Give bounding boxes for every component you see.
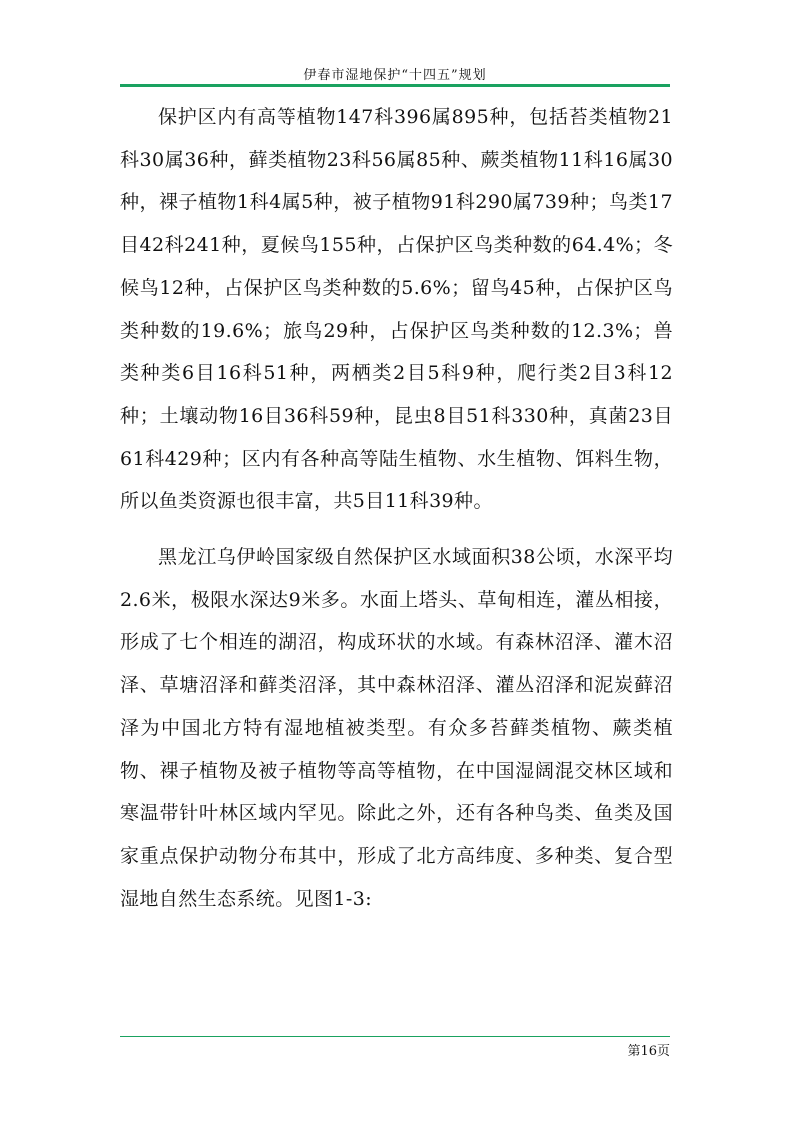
header-divider bbox=[120, 84, 670, 87]
running-header-title: 伊春市湿地保护“十四五”规划 bbox=[303, 68, 487, 83]
footer-divider bbox=[120, 1036, 670, 1037]
document-body bbox=[120, 96, 673, 920]
page-number: 第16页 bbox=[627, 1044, 670, 1059]
paragraph-water-area: 黑龙江乌伊岭国家级自然保护区水域面积38公顷，水深平均2.6米，极限水深达9米多。水面上塔头、草甸相连，灌丛相接，形成了七个相连的湖沼，构成环状的水域。有森林沼泽、灌木沼泽、草塘沼泽和藓类沼泽，其中森林沼泽、灌丛沼泽和泥炭藓沼泽为中国北方特有湿地植被类型。有众多苔藓类植物、蕨类植物、裸子植物及被子植物等高等植物，在中国湿阔混交林区域和寒温带针叶林区域内罕见。除此之外，还有各种鸟类、鱼类及国家重点保护动物分布其中，形成了北方高纬度、多种类、复合型湿地自然生态系统。见图1-3: bbox=[120, 546, 673, 910]
paragraph-species-inventory: 保护区内有高等植物147科396属895种，包括苔类植物21科30属36种，藓类植物23科56属85种、蕨类植物11科16属30种，裸子植物1科4属5种，被子植物91科290属739种；鸟类17目42科241种，夏候鸟155种，占保护区鸟类种数的64.4%；冬候鸟12种，占保护区鸟类种数的5.6%；留鸟45种，占保护区鸟类种数的19.6%；旅鸟29种，占保护区鸟类种数的12.3%；兽类种类6目16科51种，两栖类2目5科9种，爬行类2目3科12种；土壤动物16目36科59种，昆虫8目51科330种，真菌23目61科429种；区内有各种高等陆生植物、水生植物、饵料生物，所以鱼类资源也很丰富，共5目11科39种。 bbox=[120, 106, 673, 513]
